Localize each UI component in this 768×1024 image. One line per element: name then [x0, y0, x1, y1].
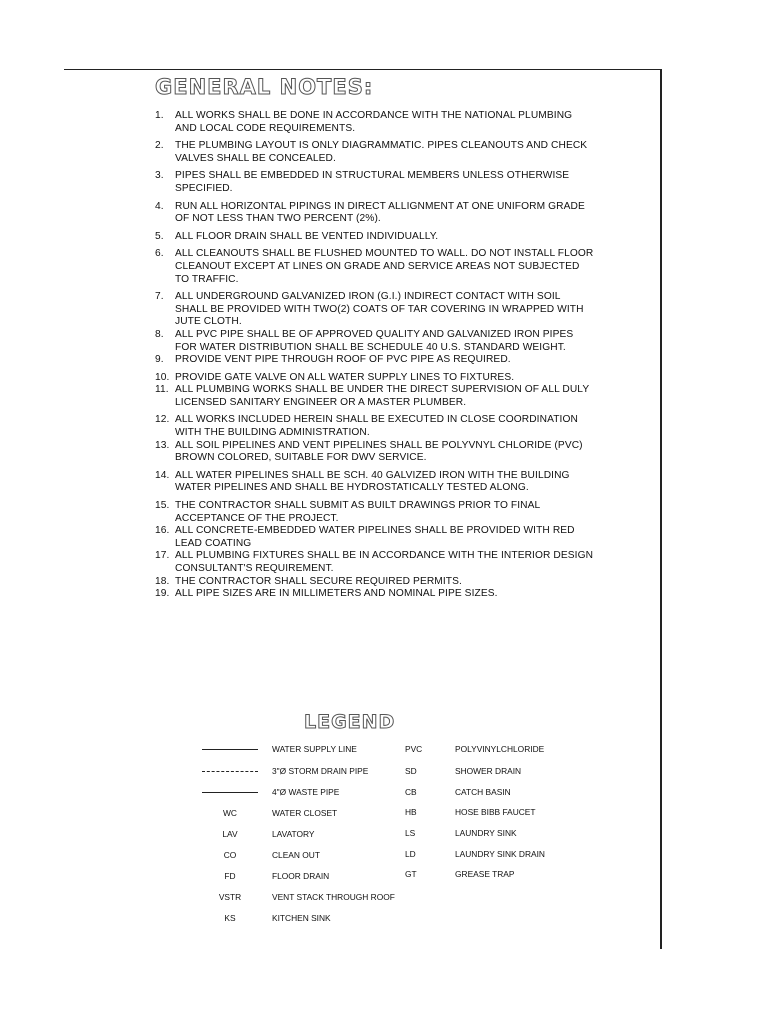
note-text: PROVIDE GATE VALVE ON ALL WATER SUPPLY LINES TO FIXTURES.	[175, 371, 515, 383]
legend-description: KITCHEN SINK	[272, 913, 331, 923]
legend-table	[190, 740, 590, 930]
note-text: RUN ALL HORIZONTAL PIPINGS IN DIRECT ALLIGNMENT AT ONE UNIFORM GRADE OF NOT LESS THAN TWO PERCENT (2%).	[175, 200, 585, 225]
note-item	[155, 291, 595, 329]
legend-abbreviation: LD	[405, 849, 416, 859]
legend-description: LAUNDRY SINK	[455, 828, 517, 838]
legend-description: SHOWER DRAIN	[455, 766, 522, 776]
legend-abbreviation: PVC	[405, 744, 423, 754]
note-item	[155, 248, 595, 286]
note-text: THE PLUMBING LAYOUT IS ONLY DIAGRAMMATIC. PIPES CLEANOUTS AND CHECK VALVES SHALL BE CONCEALED.	[175, 140, 588, 164]
legend-abbreviation: SD	[405, 766, 417, 776]
legend-symbol: KS	[224, 913, 236, 923]
note-item	[155, 170, 595, 195]
note-item	[155, 329, 595, 354]
general-notes-title: GENERAL NOTES:	[155, 75, 374, 99]
note-text: ALL UNDERGROUND GALVANIZED IRON (G.I.) INDIRECT CONTACT WITH SOIL SHALL BE PROVIDED WITH TWO(2) COATS OF TAR COVERING IN WRAPPED WITH JUTE CLOTH.	[175, 291, 584, 328]
note-number: 13.	[155, 439, 170, 451]
general-notes-list	[155, 110, 595, 601]
legend-description: WATER CLOSET	[272, 808, 338, 818]
note-number: 8.	[155, 328, 164, 340]
legend-symbol: WC	[223, 808, 237, 818]
note-number: 3.	[155, 170, 164, 182]
note-number: 9.	[155, 354, 164, 366]
legend-abbreviation: LS	[405, 828, 416, 838]
legend-description: WATER SUPPLY LINE	[272, 744, 357, 754]
note-item	[155, 201, 595, 226]
legend-symbol: VSTR	[218, 892, 242, 902]
sheet-border-right	[660, 69, 662, 949]
note-number: 11.	[155, 384, 169, 396]
legend-symbol: LAV	[222, 829, 238, 839]
legend-description: CLEAN OUT	[272, 850, 320, 860]
note-item	[155, 470, 595, 495]
note-number: 15.	[155, 500, 170, 512]
note-item	[155, 414, 595, 439]
note-text: THE CONTRACTOR SHALL SECURE REQUIRED PERMITS.	[175, 575, 462, 587]
note-item	[155, 372, 595, 385]
note-number: 4.	[155, 200, 164, 212]
legend-line-sample	[202, 792, 258, 793]
note-item	[155, 231, 595, 244]
note-item	[155, 110, 595, 135]
note-text: ALL SOIL PIPELINES AND VENT PIPELINES SHALL BE POLYVNYL CHLORIDE (PVC) BROWN COLORED, SUITABLE FOR DWV SERVICE.	[175, 439, 583, 464]
note-number: 7.	[155, 291, 164, 303]
note-number: 16.	[155, 525, 170, 537]
note-number: 17.	[155, 550, 170, 562]
note-item	[155, 140, 595, 165]
legend-description: POLYVINYLCHLORIDE	[455, 744, 545, 754]
note-text: PIPES SHALL BE EMBEDDED IN STRUCTURAL MEMBERS UNLESS OTHERWISE SPECIFIED.	[175, 170, 570, 194]
legend-description: VENT STACK THROUGH ROOF	[272, 892, 395, 902]
legend-description: LAVATORY	[272, 829, 315, 839]
legend-abbreviation: GT	[405, 869, 417, 879]
sheet-border-top	[64, 69, 662, 70]
note-number: 19.	[155, 588, 170, 600]
note-number: 12.	[155, 414, 170, 426]
note-number: 10.	[155, 371, 170, 383]
legend-line-sample	[202, 749, 258, 750]
legend-abbreviation: HB	[405, 807, 417, 817]
note-text: THE CONTRACTOR SHALL SUBMIT AS BUILT DRAWINGS PRIOR TO FINAL ACCEPTANCE OF THE PROJECT.	[175, 500, 540, 524]
legend-description: 3"Ø STORM DRAIN PIPE	[272, 766, 369, 776]
legend-abbreviation: CB	[405, 787, 417, 797]
note-number: 1.	[155, 110, 164, 121]
note-text: ALL WORKS SHALL BE DONE IN ACCORDANCE WITH THE NATIONAL PLUMBING AND LOCAL CODE REQUIREMENTS.	[175, 110, 573, 134]
note-number: 6.	[155, 248, 164, 260]
note-text: ALL PLUMBING FIXTURES SHALL BE IN ACCORDANCE WITH THE INTERIOR DESIGN CONSULTANT'S REQUIREMENT.	[175, 550, 594, 574]
legend-symbol: CO	[223, 850, 237, 860]
legend-description: CATCH BASIN	[455, 787, 511, 797]
note-item	[155, 500, 595, 525]
note-item	[155, 440, 595, 465]
legend-symbol: FD	[224, 871, 236, 881]
legend-title: LEGEND	[304, 711, 396, 733]
note-item	[155, 588, 595, 601]
note-text: ALL WORKS INCLUDED HEREIN SHALL BE EXECUTED IN CLOSE COORDINATION WITH THE BUILDING ADMINISTRATION.	[175, 414, 578, 439]
note-item	[155, 576, 595, 589]
note-item	[155, 550, 595, 575]
legend-description: HOSE BIBB FAUCET	[455, 807, 536, 817]
legend-description: LAUNDRY SINK DRAIN	[455, 849, 545, 859]
note-number: 14.	[155, 469, 170, 481]
legend-line-sample	[202, 771, 258, 772]
note-text: PROVIDE VENT PIPE THROUGH ROOF OF PVC PIPE AS REQUIRED.	[175, 354, 511, 366]
note-item	[155, 525, 595, 550]
note-text: ALL CONCRETE-EMBEDDED WATER PIPELINES SHALL BE PROVIDED WITH RED LEAD COATING	[175, 525, 575, 549]
note-text: ALL WATER PIPELINES SHALL BE SCH. 40 GALVIZED IRON WITH THE BUILDING WATER PIPELINES AND SHALL BE HYDROSTATICALLY TESTED ALONG.	[175, 469, 570, 494]
note-number: 5.	[155, 230, 164, 242]
note-number: 2.	[155, 140, 164, 152]
note-text: ALL PVC PIPE SHALL BE OF APPROVED QUALITY AND GALVANIZED IRON PIPES FOR WATER DISTRIBUTION SHALL BE SCHEDULE 40 U.S. STANDARD WEIGHT.	[175, 328, 574, 353]
note-item	[155, 354, 595, 367]
note-text: ALL FLOOR DRAIN SHALL BE VENTED INDIVIDUALLY.	[175, 230, 439, 242]
note-text: ALL PIPE SIZES ARE IN MILLIMETERS AND NOMINAL PIPE SIZES.	[175, 588, 498, 600]
note-number: 18.	[155, 575, 170, 587]
legend-description: FLOOR DRAIN	[272, 871, 330, 881]
note-text: ALL PLUMBING WORKS SHALL BE UNDER THE DIRECT SUPERVISION OF ALL DULY LICENSED SANITARY ENGINEER OR A MASTER PLUMBER.	[175, 384, 590, 408]
note-item	[155, 384, 595, 409]
legend-description: GREASE TRAP	[455, 869, 515, 879]
legend-description: 4"Ø WASTE PIPE	[272, 787, 340, 797]
note-text: ALL CLEANOUTS SHALL BE FLUSHED MOUNTED TO WALL. DO NOT INSTALL FLOOR CLEANOUT EXCEPT AT LINES ON GRADE AND SERVICE AREAS NOT SUBJECTED TO TRAFFIC.	[175, 248, 594, 285]
